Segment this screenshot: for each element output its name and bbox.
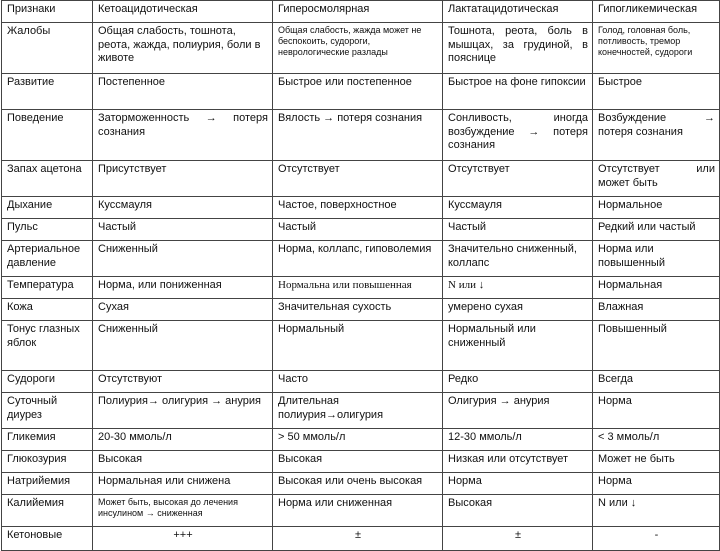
cell-lactate: Частый <box>443 219 593 241</box>
row-sign: Запах ацетона <box>2 161 93 197</box>
cell-hyper: > 50 ммоль/л <box>273 429 443 451</box>
cell-lactate: Олигурия → анурия <box>443 393 593 429</box>
cell-keto: Полиурия→ олигурия → анурия <box>93 393 273 429</box>
table-row <box>2 473 720 495</box>
cell-keto: Куссмауля <box>93 197 273 219</box>
cell-hypo: - <box>593 527 720 551</box>
cell-lactate: 12-30 ммоль/л <box>443 429 593 451</box>
cell-hypo: Норма <box>593 473 720 495</box>
row-sign: Пульс <box>2 219 93 241</box>
cell-keto: Сниженный <box>93 321 273 371</box>
header-cell-keto: Кетоацидотическая <box>93 1 273 23</box>
cell-hyper: Высокая <box>273 451 443 473</box>
cell-hypo: Влажная <box>593 299 720 321</box>
cell-hypo: < 3 ммоль/л <box>593 429 720 451</box>
cell-lactate: Куссмауля <box>443 197 593 219</box>
cell-keto: Норма, или пониженная <box>93 277 273 299</box>
cell-hyper: ± <box>273 527 443 551</box>
cell-keto: Отсутствуют <box>93 371 273 393</box>
header-cell-sign: Признаки <box>2 1 93 23</box>
cell-keto: Сухая <box>93 299 273 321</box>
cell-hypo: Повышенный <box>593 321 720 371</box>
table-row <box>2 321 720 371</box>
table-row <box>2 23 720 74</box>
table-row <box>2 110 720 161</box>
cell-lactate: Быстрое на фоне гипоксии <box>443 74 593 110</box>
cell-hypo: N или ↓ <box>593 495 720 527</box>
table-row <box>2 429 720 451</box>
cell-hypo: Быстрое <box>593 74 720 110</box>
cell-lactate: Редко <box>443 371 593 393</box>
cell-lactate: Тошнота, реота, боль в мышцах, за грудиной, в пояснице <box>443 23 593 74</box>
cell-keto: +++ <box>93 527 273 551</box>
row-sign: Кетоновые <box>2 527 93 551</box>
row-sign: Артериальное давление <box>2 241 93 277</box>
row-sign: Поведение <box>2 110 93 161</box>
cell-hypo: Возбуждение → потеря сознания <box>593 110 720 161</box>
cell-hyper: Частый <box>273 219 443 241</box>
row-sign: Тонус глазных яблок <box>2 321 93 371</box>
cell-hypo: Нормальное <box>593 197 720 219</box>
cell-lactate: ± <box>443 527 593 551</box>
cell-lactate: умерено сухая <box>443 299 593 321</box>
table-row <box>2 197 720 219</box>
cell-lactate: Нормальный или сниженный <box>443 321 593 371</box>
row-sign: Жалобы <box>2 23 93 74</box>
cell-hyper: Нормальный <box>273 321 443 371</box>
cell-hyper: Часто <box>273 371 443 393</box>
row-sign: Суточный диурез <box>2 393 93 429</box>
cell-keto: Общая слабость, тошнота, реота, жажда, полиурия, боли в животе <box>93 23 273 74</box>
row-sign: Кожа <box>2 299 93 321</box>
cell-lactate: N или ↓ <box>443 277 593 299</box>
cell-keto: Может быть, высокая до лечения инсулином → сниженная <box>93 495 273 527</box>
cell-hyper: Отсутствует <box>273 161 443 197</box>
row-sign: Глюкозурия <box>2 451 93 473</box>
cell-hyper: Вялость → потеря сознания <box>273 110 443 161</box>
table-row <box>2 393 720 429</box>
cell-hyper: Норма или сниженная <box>273 495 443 527</box>
cell-hyper: Длительная полиурия→олигурия <box>273 393 443 429</box>
table-row <box>2 161 720 197</box>
cell-lactate: Низкая или отсутствует <box>443 451 593 473</box>
table-row <box>2 527 720 551</box>
cell-hypo: Норма <box>593 393 720 429</box>
table-row <box>2 371 720 393</box>
header-cell-hypo: Гипогликемическая <box>593 1 720 23</box>
row-sign: Калийемия <box>2 495 93 527</box>
table-row <box>2 219 720 241</box>
row-sign: Гликемия <box>2 429 93 451</box>
comparison-table <box>1 0 720 551</box>
cell-hyper: Быстрое или постепенное <box>273 74 443 110</box>
row-sign: Температура <box>2 277 93 299</box>
cell-keto: 20-30 ммоль/л <box>93 429 273 451</box>
row-sign: Судороги <box>2 371 93 393</box>
row-sign: Развитие <box>2 74 93 110</box>
row-sign: Натрийемия <box>2 473 93 495</box>
cell-keto: Присутствует <box>93 161 273 197</box>
cell-hyper: Значительная сухость <box>273 299 443 321</box>
cell-hypo: Голод, головная боль, потливость, тремор конечностей, судороги <box>593 23 720 74</box>
cell-hypo: Нормальная <box>593 277 720 299</box>
cell-hypo: Норма или повышенный <box>593 241 720 277</box>
table-row <box>2 277 720 299</box>
cell-lactate: Норма <box>443 473 593 495</box>
table-row <box>2 299 720 321</box>
cell-hyper: Высокая или очень высокая <box>273 473 443 495</box>
cell-hyper: Норма, коллапс, гиповолемия <box>273 241 443 277</box>
table-row <box>2 495 720 527</box>
cell-lactate: Высокая <box>443 495 593 527</box>
cell-hypo: Отсутствует или может быть <box>593 161 720 197</box>
cell-keto: Сниженный <box>93 241 273 277</box>
cell-keto: Частый <box>93 219 273 241</box>
row-sign: Дыхание <box>2 197 93 219</box>
cell-hyper: Частое, поверхностное <box>273 197 443 219</box>
table-row <box>2 74 720 110</box>
cell-hypo: Редкий или частый <box>593 219 720 241</box>
cell-lactate: Значительно сниженный, коллапс <box>443 241 593 277</box>
header-cell-lactate: Лактатацидотическая <box>443 1 593 23</box>
header-row <box>2 1 720 23</box>
cell-lactate: Отсутствует <box>443 161 593 197</box>
cell-keto: Постепенное <box>93 74 273 110</box>
cell-keto: Высокая <box>93 451 273 473</box>
cell-lactate: Сонливость, иногда возбуждение → потеря сознания <box>443 110 593 161</box>
cell-hypo: Может не быть <box>593 451 720 473</box>
table-row <box>2 451 720 473</box>
table-row <box>2 241 720 277</box>
cell-keto: Заторможенность → потеря сознания <box>93 110 273 161</box>
cell-hypo: Всегда <box>593 371 720 393</box>
cell-hyper: Общая слабость, жажда может не беспокоить, судороги, неврологические разлады <box>273 23 443 74</box>
header-cell-hyper: Гиперосмолярная <box>273 1 443 23</box>
cell-keto: Нормальная или снижена <box>93 473 273 495</box>
cell-hyper: Нормальна или повышенная <box>273 277 443 299</box>
